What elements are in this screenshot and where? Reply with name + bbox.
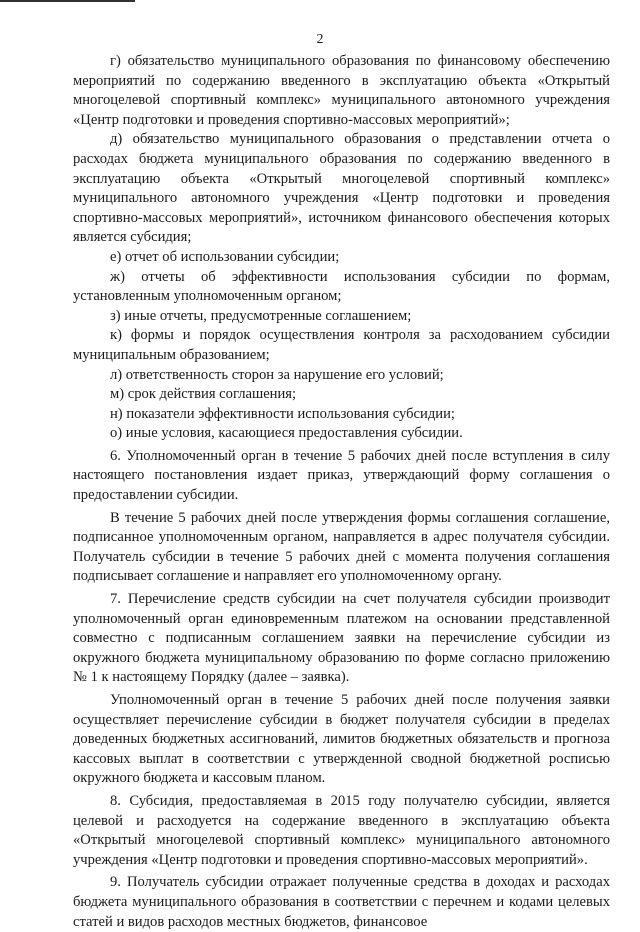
paragraph-o: о) иные условия, касающиеся предоставления субсидии. [110,425,463,442]
paragraph-item-6-cont: В течение 5 рабочих дней после утверждения формы соглашения соглашение, подписанное уполномоченным органом, направляется в адрес получателя субсидии. Получатель субсидии в течение 5 рабочих дней с момента получения соглашения подписывает соглашение и направляет его уполномоченному органу. [73,509,610,585]
document-body [73,52,610,932]
paragraph-k: к) формы и порядок осуществления контроля за расходованием субсидии муниципальным образованием; [73,327,610,363]
paragraph-item-7: 7. Перечисление средств субсидии на счет получателя субсидии производит уполномоченный орган единовременным платежом на основании представленной совместно с подписанным соглашением заявки на перечисление субсидии из окружного бюджета муниципальному образованию по форме согласно приложению № 1 к настоящему Порядку (далее – заявка). [73,591,610,686]
paragraph-e: е) отчет об использовании субсидии; [110,248,340,265]
paragraph-zh: ж) отчеты об эффективности использования субсидии по формам, установленным уполномоченным органом; [73,268,610,305]
paragraph-item-8: 8. Субсидия, предоставляемая в 2015 году получателю субсидии, является целевой и расходуется на содержание введенного в эксплуатацию объекта «Открытый многоцелевой спортивный комплекс» муниципального автономного учреждения «Центр подготовки и проведения спортивно-массовых мероприятий». [73,792,610,868]
paragraph-l: л) ответственность сторон за нарушение его условий; [110,366,444,383]
page-number: 2 [316,32,324,47]
paragraph-z: з) иные отчеты, предусмотренные соглашением; [110,307,412,324]
paragraph-item-6: 6. Уполномоченный орган в течение 5 рабочих дней после вступления в силу настоящего постановления издает приказ, утверждающий форму соглашения о предоставлении субсидии. [73,447,610,504]
paragraph-g: г) обязательство муниципального образования по финансовому обеспечению мероприятий по содержанию введенного в эксплуатацию объекта «Открытый многоцелевой спортивный комплекс» муниципального автономного учреждения «Центр подготовки и проведения спортивно-массовых мероприятий»; [73,53,610,128]
paragraph-n: н) показатели эффективности использования субсидии; [110,405,455,422]
paragraph-item-7-cont: Уполномоченный орган в течение 5 рабочих дней после получения заявки осуществляет перечисление субсидии в бюджет получателя субсидии в пределах доведенных бюджетных ассигнований, лимитов бюджетных обязательств и прогноза кассовых выплат в соответствии с утвержденной сводной бюджетной росписью окружного бюджета и кассовым планом. [73,692,610,787]
paragraph-item-9: 9. Получатель субсидии отражает полученные средства в доходах и расходах бюджета муниципального образования в соответствии с перечнем и кодами целевых статей и видов расходов местных бюджетов, финансовое [73,874,610,930]
paragraph-m: м) срок действия соглашения; [110,386,297,403]
paragraph-d: д) обязательство муниципального образования о представлении отчета о расходах бюджета муниципального образования по содержанию введенного в эксплуатацию объекта «Открытый многоцелевой спортивный комплекс» муниципального автономного учреждения «Центр подготовки и проведения спортивно-массовых мероприятий», источником финансового обеспечения которых является субсидия; [73,131,610,246]
top-rule [0,0,135,2]
